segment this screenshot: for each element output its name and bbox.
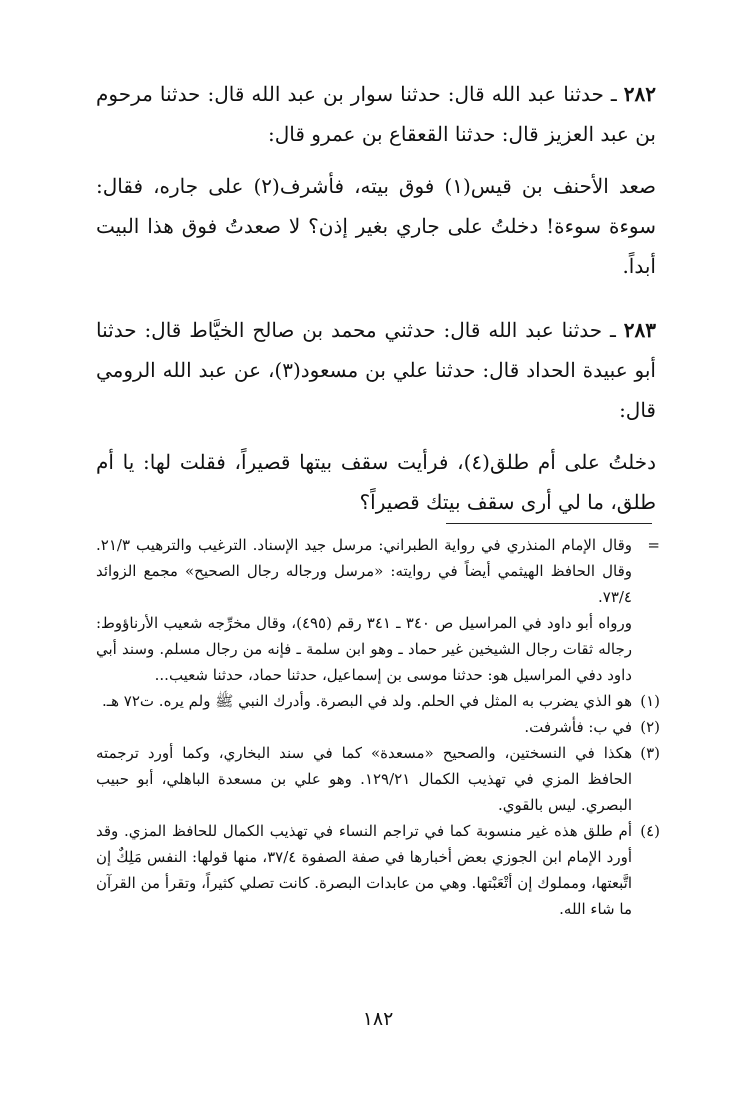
isnad-text: ـ حدثنا عبد الله قال: حدثنا سوار بن عبد الله قال: حدثنا مرحوم بن عبد العزيز قال: حدثنا القعقاع بن عمرو قال: xyxy=(96,82,656,146)
footnote-1 xyxy=(96,688,660,714)
footnote-separator xyxy=(446,523,652,524)
footnotes xyxy=(96,532,660,922)
footnote-text: في ب: فأشرفت. xyxy=(524,718,632,736)
page-number: ١٨٢ xyxy=(362,1008,394,1030)
hadith-number: ٢٨٣ xyxy=(623,318,656,342)
hadith-283 xyxy=(96,310,656,522)
footnote-text: هو الذي يضرب به المثل في الحلم. ولد في البصرة. وأدرك النبي ﷺ ولم يره. ت٧٢ هـ. xyxy=(101,692,632,710)
isnad-text: ـ حدثنا عبد الله قال: حدثني محمد بن صالح الخيَّاط قال: حدثنا أبو عبيدة الحداد قال: حدثنا علي بن مسعود(٣)، عن عبد الله الرومي قال: xyxy=(96,318,656,422)
footnote-2 xyxy=(96,714,660,740)
footnote-4 xyxy=(96,818,660,922)
footnote-text: هكذا في النسختين، والصحيح «مسعدة» كما في سند البخاري، وكما أورد ترجمته الحافظ المزي في تهذيب الكمال ١٢٩/٢١. وهو علي بن مسعدة الباهلي، أبو حبيب البصري. ليس بالقوي. xyxy=(96,744,632,814)
hadith-282-isnad xyxy=(96,74,656,154)
footnote-marker: (١) xyxy=(640,692,660,710)
footnote-marker: (٢) xyxy=(640,718,660,736)
footnote-3 xyxy=(96,740,660,818)
hadith-number: ٢٨٢ xyxy=(623,82,656,106)
footnote-marker: (٤) xyxy=(640,822,660,840)
footnote-text: وقال الإمام المنذري في رواية الطبراني: مرسل جيد الإسناد. الترغيب والترهيب ٢١/٣. وقال الحافظ الهيثمي أيضاً في روايته: «مرسل ورجاله رجال الصحيح» مجمع الزوائد ٧٣/٤. xyxy=(96,536,632,606)
footnote-text: ورواه أبو داود في المراسيل ص ٣٤٠ ـ ٣٤١ رقم (٤٩٥)، وقال مخرِّجه شعيب الأرناؤوط: رجاله ثقات رجال الشيخين غير حماد ـ وهو ابن سلمة ـ فإنه من رجال مسلم. وسند أبي داود دفي المراسيل هو: حدثنا موسى بن إسماعيل، حدثنا حماد، حدثنا شعيب... xyxy=(96,614,632,684)
footnote-marker: = xyxy=(647,536,660,554)
footnote-text: أم طلق هذه غير منسوبة كما في تراجم النساء في تهذيب الكمال للحافظ المزي. وقد أورد الإمام ابن الجوزي بعض أخبارها في صفة الصفوة ٣٧/٤، منها قولها: النفس مَلِكٌ إن اتَّبعتها، ومملوك إن أتْعَبْتها. وهي من عابدات البصرة. كانت تصلي كثيراً، وتقرأ من القرآن ما شاء الله. xyxy=(96,822,632,918)
hadith-283-matn: دخلتُ على أم طلق(٤)، فرأيت سقف بيتها قصيراً، فقلت لها: يا أم طلق، ما لي أرى سقف بيتك قصيراً؟ xyxy=(96,450,656,514)
hadith-282 xyxy=(96,74,656,286)
footnote-continuation xyxy=(96,610,660,688)
footnote-marker xyxy=(632,610,660,688)
hadith-282-matn: صعد الأحنف بن قيس(١) فوق بيته، فأشرف(٢) على جاره، فقال: سوءة سوءة! دخلتُ على جاري بغير إذن؟ لا صعدتُ فوق هذا البيت أبداً. xyxy=(96,174,656,278)
hadith-283-isnad xyxy=(96,310,656,430)
footnote-marker: (٣) xyxy=(640,744,660,762)
footnote-continuation xyxy=(96,532,660,610)
